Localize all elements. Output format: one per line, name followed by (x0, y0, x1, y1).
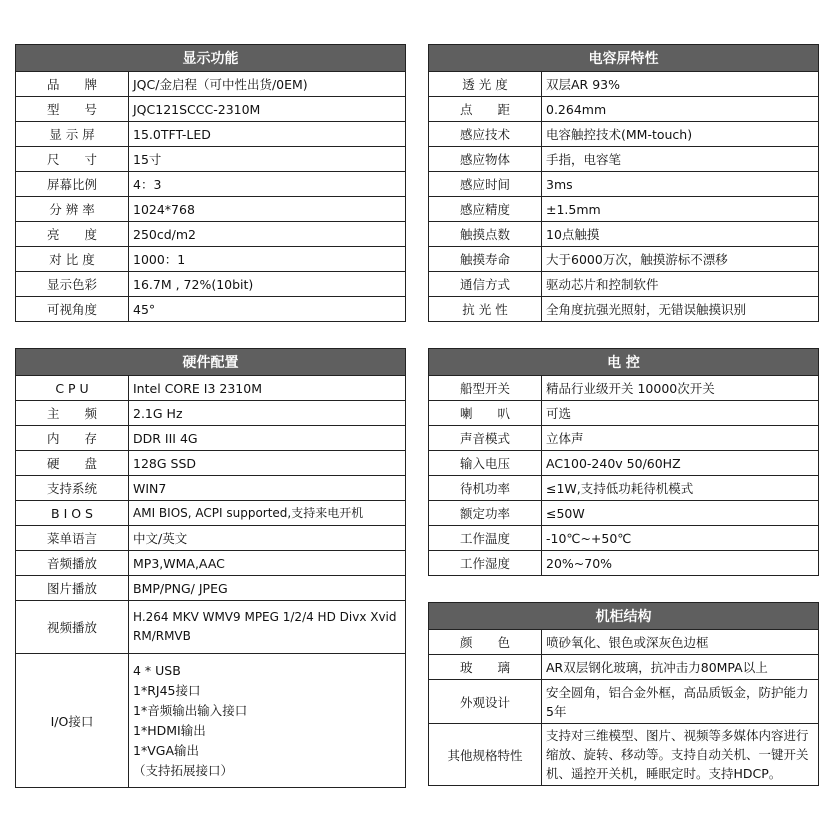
spec-label: 显示色彩 (16, 272, 129, 297)
spec-label: 额定功率 (429, 501, 542, 526)
io-port-item: 4 * USB (133, 662, 181, 678)
io-port-item: 1*RJ45接口 (133, 682, 201, 698)
table-row (16, 526, 406, 551)
table-row (429, 526, 819, 551)
spec-label: 抗 光 性 (429, 297, 542, 322)
table-row (16, 72, 406, 97)
io-port-item: （支持拓展接口） (133, 762, 234, 778)
spec-label: 品 牌 (16, 72, 129, 97)
spec-label: 屏幕比例 (16, 172, 129, 197)
table-row (429, 272, 819, 297)
spec-label: 触摸寿命 (429, 247, 542, 272)
table-row (16, 376, 406, 401)
table-row (16, 426, 406, 451)
spec-label: 感应物体 (429, 147, 542, 172)
spec-value: JQC121SCCC-2310M (129, 97, 406, 122)
spec-value: WIN7 (129, 476, 406, 501)
spec-value: 全角度抗强光照射，无错误触摸识别 (542, 297, 819, 322)
spec-value: 双层AR 93% (542, 72, 819, 97)
spec-value: 精品行业级开关 10000次开关 (542, 376, 819, 401)
spec-value: 中文/英文 (129, 526, 406, 551)
spec-label: 输入电压 (429, 451, 542, 476)
spec-value: H.264 MKV WMV9 MPEG 1/2/4 HD Divx Xvid RM/RMVB (129, 601, 406, 654)
spec-label: 感应技术 (429, 122, 542, 147)
spec-label: 透 光 度 (429, 72, 542, 97)
spec-value: 16.7M , 72%(10bit) (129, 272, 406, 297)
spec-value: JQC/金启程（可中性出货/0EM) (129, 72, 406, 97)
spec-value: 1000：1 (129, 247, 406, 272)
spec-value: 1024*768 (129, 197, 406, 222)
io-port-item: 1*HDMI输出 (133, 722, 206, 738)
spec-label: 对 比 度 (16, 247, 129, 272)
table-row (429, 72, 819, 97)
table-row (16, 576, 406, 601)
power-spec-table (428, 348, 819, 576)
cabinet-section-title: 机柜结构 (429, 603, 819, 630)
power-section-title: 电 控 (429, 349, 819, 376)
spec-label: C P U (16, 376, 129, 401)
spec-label: 其他规格特性 (429, 724, 542, 786)
spec-value: AMI BIOS, ACPI supported,支持来电开机 (129, 501, 406, 526)
spec-label: 主 频 (16, 401, 129, 426)
spec-value: 10点触摸 (542, 222, 819, 247)
spec-value: 0.264mm (542, 97, 819, 122)
table-row (429, 680, 819, 724)
spec-value: 2.1G Hz (129, 401, 406, 426)
table-row (429, 376, 819, 401)
spec-label: 船型开关 (429, 376, 542, 401)
spec-label: 工作湿度 (429, 551, 542, 576)
table-row (16, 551, 406, 576)
display-spec-table (15, 44, 406, 322)
spec-value: 驱动芯片和控制软件 (542, 272, 819, 297)
spec-label: 喇 叭 (429, 401, 542, 426)
table-row (429, 247, 819, 272)
spec-label: 外观设计 (429, 680, 542, 724)
spec-label: I/O接口 (16, 654, 129, 788)
table-row (429, 147, 819, 172)
table-row (16, 601, 406, 654)
spec-value: DDR III 4G (129, 426, 406, 451)
spec-value: AC100-240v 50/60HZ (542, 451, 819, 476)
cabinet-spec-table (428, 602, 819, 786)
spec-value: 大于6000万次，触摸游标不漂移 (542, 247, 819, 272)
table-row (16, 147, 406, 172)
spec-label: 内 存 (16, 426, 129, 451)
spec-label: 待机功率 (429, 476, 542, 501)
spec-value: AR双层钢化玻璃，抗冲击力80MPA以上 (542, 655, 819, 680)
table-row (16, 247, 406, 272)
spec-label: 触摸点数 (429, 222, 542, 247)
spec-label: 工作温度 (429, 526, 542, 551)
spec-label: 感应精度 (429, 197, 542, 222)
spec-label: 感应时间 (429, 172, 542, 197)
spec-label: 颜 色 (429, 630, 542, 655)
table-row (429, 724, 819, 786)
spec-value: 128G SSD (129, 451, 406, 476)
spec-value: BMP/PNG/ JPEG (129, 576, 406, 601)
table-row (16, 451, 406, 476)
spec-value: 立体声 (542, 426, 819, 451)
spec-label: 可视角度 (16, 297, 129, 322)
table-row (16, 272, 406, 297)
spec-value: 电容触控技术(MM-touch) (542, 122, 819, 147)
spec-label: 图片播放 (16, 576, 129, 601)
spec-value: 3ms (542, 172, 819, 197)
io-port-item: 1*VGA输出 (133, 742, 199, 758)
display-section-title: 显示功能 (16, 45, 406, 72)
spec-label: 支持系统 (16, 476, 129, 501)
spec-label: 声音模式 (429, 426, 542, 451)
spec-value: 手指，电容笔 (542, 147, 819, 172)
spec-value: 45° (129, 297, 406, 322)
spec-label: 音频播放 (16, 551, 129, 576)
spec-label: 通信方式 (429, 272, 542, 297)
table-row (16, 501, 406, 526)
spec-label: 分 辨 率 (16, 197, 129, 222)
table-row (16, 401, 406, 426)
spec-value: -10℃~+50℃ (542, 526, 819, 551)
io-port-list (129, 654, 406, 788)
table-row (16, 122, 406, 147)
table-row (429, 172, 819, 197)
table-row (429, 297, 819, 322)
table-row (16, 172, 406, 197)
spec-value: MP3,WMA,AAC (129, 551, 406, 576)
spec-label: 硬 盘 (16, 451, 129, 476)
table-row (16, 654, 406, 788)
spec-value: 20%~70% (542, 551, 819, 576)
table-row (16, 222, 406, 247)
table-row (16, 476, 406, 501)
hardware-section-title: 硬件配置 (16, 349, 406, 376)
table-row (429, 451, 819, 476)
table-row (429, 551, 819, 576)
spec-value: 可选 (542, 401, 819, 426)
spec-value: ≤50W (542, 501, 819, 526)
table-row (429, 655, 819, 680)
table-row (429, 501, 819, 526)
io-port-item: 1*音频输出输入接口 (133, 702, 248, 718)
table-row (429, 222, 819, 247)
table-row (429, 426, 819, 451)
spec-label: 亮 度 (16, 222, 129, 247)
spec-value: ±1.5mm (542, 197, 819, 222)
spec-label: 型 号 (16, 97, 129, 122)
touch-spec-table (428, 44, 819, 322)
table-row (429, 197, 819, 222)
spec-value: 15寸 (129, 147, 406, 172)
table-row (429, 97, 819, 122)
spec-value: 喷砂氧化、银色或深灰色边框 (542, 630, 819, 655)
hardware-spec-table (15, 348, 406, 788)
spec-value: 4：3 (129, 172, 406, 197)
spec-label: 视频播放 (16, 601, 129, 654)
spec-label: B I O S (16, 501, 129, 526)
table-row (429, 630, 819, 655)
table-row (16, 297, 406, 322)
spec-label: 玻 璃 (429, 655, 542, 680)
table-row (16, 97, 406, 122)
spec-label: 显 示 屏 (16, 122, 129, 147)
table-row (16, 197, 406, 222)
spec-value: 250cd/m2 (129, 222, 406, 247)
spec-value: 支持对三维模型、图片、视频等多媒体内容进行缩放、旋转、移动等。支持自动关机、一键开关机、遥控开关机，睡眠定时。支持HDCP。 (542, 724, 819, 786)
spec-value: 安全圆角，铝合金外框，高品质钣金，防护能力5年 (542, 680, 819, 724)
spec-value: ≤1W,支持低功耗待机模式 (542, 476, 819, 501)
touch-section-title: 电容屏特性 (429, 45, 819, 72)
spec-label: 尺 寸 (16, 147, 129, 172)
spec-value: Intel CORE I3 2310M (129, 376, 406, 401)
table-row (429, 476, 819, 501)
spec-value: 15.0TFT-LED (129, 122, 406, 147)
spec-label: 菜单语言 (16, 526, 129, 551)
spec-label: 点 距 (429, 97, 542, 122)
table-row (429, 401, 819, 426)
table-row (429, 122, 819, 147)
